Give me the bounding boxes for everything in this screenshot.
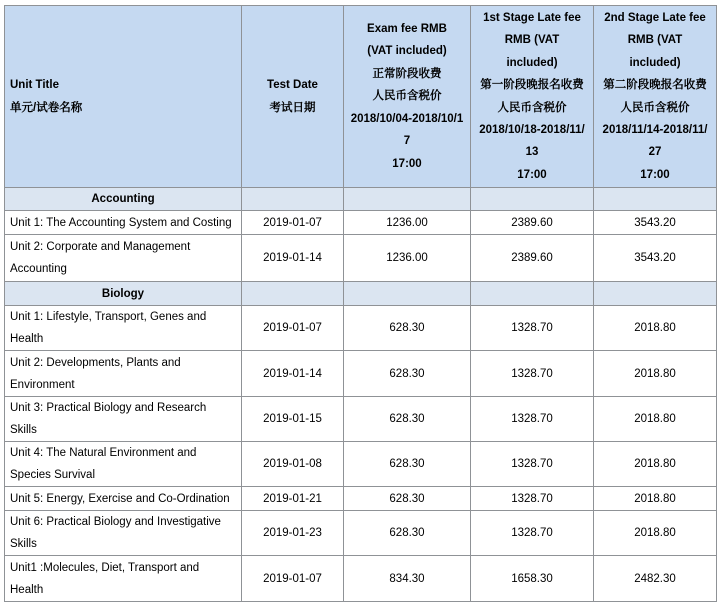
section-empty-cell <box>594 282 717 305</box>
table-row <box>5 306 717 351</box>
header-line: 第二阶段晚报名收费 <box>603 79 707 92</box>
unit-title-cell <box>5 511 242 555</box>
header-line: 考试日期 <box>269 101 316 114</box>
header-line: 17:00 <box>517 168 547 181</box>
table-row <box>5 487 717 511</box>
late-fee-1-cell: 1328.70 <box>471 306 594 350</box>
unit-title-line: Species Survival <box>10 469 96 481</box>
table-row <box>5 556 717 602</box>
test-date-cell: 2019-01-15 <box>242 397 344 441</box>
exam-fee-cell: 628.30 <box>344 511 471 555</box>
late-fee-1-cell: 1328.70 <box>471 351 594 396</box>
fee-table <box>4 5 717 602</box>
unit-title-cell <box>5 211 242 234</box>
header-line: 正常阶段收费 <box>372 67 442 80</box>
unit-title-cell <box>5 306 242 350</box>
section-empty-cell <box>594 188 717 210</box>
unit-title-line: Unit 1: The Accounting System and Costing <box>10 216 232 229</box>
unit-title-cell <box>5 397 242 441</box>
exam-fee-cell: 1236.00 <box>344 235 471 281</box>
unit-title-line: Unit 2: Developments, Plants and <box>10 356 181 369</box>
table-row <box>5 235 717 282</box>
exam-fee-cell: 628.30 <box>344 487 471 510</box>
header-line: included) <box>629 56 681 69</box>
section-empty-cell <box>471 282 594 305</box>
test-date-cell: 2019-01-08 <box>242 442 344 486</box>
header-late-fee-1 <box>471 6 594 187</box>
test-date-cell: 2019-01-21 <box>242 487 344 510</box>
unit-title-line: Health <box>10 583 44 596</box>
unit-title-line: Skills <box>10 424 37 436</box>
test-date-cell: 2019-01-07 <box>242 306 344 350</box>
header-line: 7 <box>403 135 411 148</box>
header-line: 2018/10/18-2018/11/ <box>479 123 585 136</box>
section-empty-cell <box>344 188 471 210</box>
table-row <box>5 397 717 442</box>
section-empty-cell <box>242 188 344 210</box>
section-empty-cell <box>344 282 471 305</box>
table-row <box>5 511 717 556</box>
exam-fee-cell: 628.30 <box>344 306 471 350</box>
unit-title-cell <box>5 442 242 486</box>
unit-title-line: Unit 2: Corporate and Management <box>10 241 191 253</box>
header-line: 2018/10/04-2018/10/1 <box>350 112 464 125</box>
header-line: 人民币含税价 <box>497 101 567 114</box>
section-empty-cell <box>242 282 344 305</box>
exam-fee-cell: 1236.00 <box>344 211 471 234</box>
late-fee-2-cell: 2018.80 <box>594 351 717 396</box>
unit-title-cell <box>5 487 242 510</box>
exam-fee-cell: 628.30 <box>344 442 471 486</box>
header-line: 人民币含税价 <box>372 90 442 103</box>
late-fee-2-cell: 2018.80 <box>594 487 717 510</box>
section-title: Accounting <box>5 188 242 210</box>
header-line: included) <box>506 56 558 69</box>
unit-title-line: Unit 4: The Natural Environment and <box>10 447 197 459</box>
header-unit-title <box>5 6 242 187</box>
header-line: 2018/11/14-2018/11/ <box>602 123 708 136</box>
section-row-biology <box>5 282 717 306</box>
unit-title-line: Health <box>10 333 44 345</box>
unit-title-line: Skills <box>10 538 37 550</box>
table-row <box>5 351 717 397</box>
late-fee-1-cell: 1658.30 <box>471 556 594 601</box>
exam-fee-cell: 834.30 <box>344 556 471 601</box>
late-fee-1-cell: 2389.60 <box>471 235 594 281</box>
table-row <box>5 442 717 487</box>
late-fee-2-cell: 3543.20 <box>594 211 717 234</box>
late-fee-2-cell: 2018.80 <box>594 511 717 555</box>
header-line: RMB (VAT <box>504 34 560 47</box>
unit-title-line: Unit 1: Lifestyle, Transport, Genes and <box>10 311 207 323</box>
header-line: RMB (VAT <box>627 34 683 47</box>
table-header-row <box>5 6 717 188</box>
test-date-cell: 2019-01-07 <box>242 211 344 234</box>
header-line: 人民币含税价 <box>620 101 690 114</box>
unit-title-cell <box>5 351 242 396</box>
late-fee-2-cell: 3543.20 <box>594 235 717 281</box>
unit-title-cell <box>5 235 242 281</box>
header-test-date <box>242 6 344 187</box>
header-line: Exam fee RMB <box>367 23 447 36</box>
header-line: (VAT included) <box>367 45 447 58</box>
header-line: 17:00 <box>392 157 422 170</box>
test-date-cell: 2019-01-07 <box>242 556 344 601</box>
header-line: 2nd Stage Late fee <box>604 11 706 24</box>
late-fee-1-cell: 1328.70 <box>471 442 594 486</box>
late-fee-1-cell: 1328.70 <box>471 487 594 510</box>
header-line: 单元/试卷名称 <box>10 101 83 114</box>
test-date-cell: 2019-01-23 <box>242 511 344 555</box>
unit-title-line: Unit 5: Energy, Exercise and Co-Ordination <box>10 492 230 505</box>
late-fee-2-cell: 2482.30 <box>594 556 717 601</box>
unit-title-line: Accounting <box>10 263 67 275</box>
section-title: Biology <box>5 282 242 305</box>
header-exam-fee <box>344 6 471 187</box>
unit-title-line: Unit 3: Practical Biology and Research <box>10 402 207 414</box>
header-line: 13 <box>525 146 539 159</box>
exam-fee-cell: 628.30 <box>344 397 471 441</box>
late-fee-1-cell: 2389.60 <box>471 211 594 234</box>
section-row-accounting <box>5 188 717 211</box>
late-fee-2-cell: 2018.80 <box>594 442 717 486</box>
unit-title-line: Environment <box>10 378 75 391</box>
header-line: 第一阶段晚报名收费 <box>480 79 584 92</box>
header-line: Unit Title <box>10 79 59 92</box>
header-line: 27 <box>648 146 662 159</box>
section-empty-cell <box>471 188 594 210</box>
header-line: 17:00 <box>640 168 670 181</box>
exam-fee-cell: 628.30 <box>344 351 471 396</box>
late-fee-1-cell: 1328.70 <box>471 397 594 441</box>
late-fee-1-cell: 1328.70 <box>471 511 594 555</box>
test-date-cell: 2019-01-14 <box>242 351 344 396</box>
late-fee-2-cell: 2018.80 <box>594 306 717 350</box>
header-line: 1st Stage Late fee <box>483 11 581 24</box>
test-date-cell: 2019-01-14 <box>242 235 344 281</box>
late-fee-2-cell: 2018.80 <box>594 397 717 441</box>
header-line: Test Date <box>267 79 318 92</box>
unit-title-line: Unit1 :Molecules, Diet, Transport and <box>10 561 200 574</box>
header-late-fee-2 <box>594 6 717 187</box>
unit-title-line: Unit 6: Practical Biology and Investigative <box>10 516 221 528</box>
unit-title-cell <box>5 556 242 601</box>
table-row <box>5 211 717 235</box>
